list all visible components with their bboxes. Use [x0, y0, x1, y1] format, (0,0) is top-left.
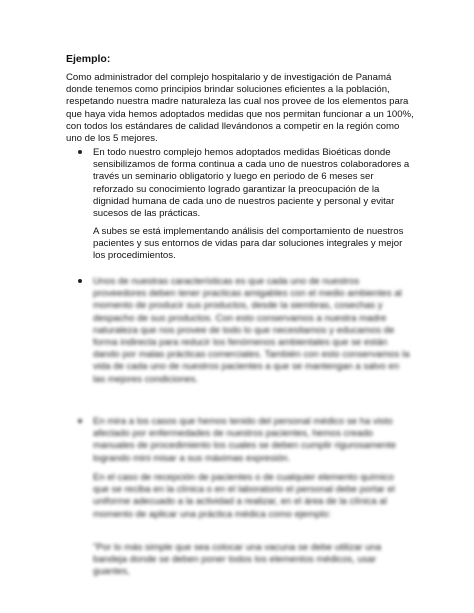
section-heading: Ejemplo:: [66, 53, 111, 65]
list-item-paragraph: A subes se está implementando análisis del comportamiento de nuestros pacientes y sus entornos de vidas para dar soluciones integrales y mejor los procedimientos.: [93, 226, 404, 262]
bullet-icon: [78, 150, 82, 154]
list-item-paragraph: En mira a los casos que hemos tenido del personal médico se ha visto afectado por enfermedades de nuestros pacientes, hemos creado manuales de procedimiento los cuales se deben cumplir rigurosamente logrando mini misar a sus máximas expresión.: [93, 416, 396, 464]
list-item-paragraph: Unos de nuestras características es que cada uno de nuestros proveedores deben tener practicas amigables con el medio ambientes al momento de producir sus productos, desde la siembras, cosechas y despacho de sus productos. Con esto conservamos a nuestra madre naturaleza que nos provee de todo lo que necesitamos y educamos de forma indirecta para reducir los fenómenos ambientales que se están dando por malas prácticas comerciales. También con esto conservamos la vida de cada uno de nuestros pacientes a que se mantengan a salvo en las mejores condiciones.: [93, 276, 410, 385]
bullet-icon: [78, 419, 82, 423]
bullet-icon: [78, 279, 82, 283]
intro-paragraph: Como administrador del complejo hospitalario y de investigación de Panamá donde tenemos como principios brindar soluciones eficientes a la población, respetando nuestra madre naturaleza las cual nos provee de los elementos para que haya vida hemos adoptados medidas que nos permitan funcionar a un 100%, con todos los estándares de calidad llevándonos a competir en la región como uno de los 5 mejores.: [66, 72, 414, 145]
list-item-paragraph: En el caso de recepción de pacientes o de cualquier elemento químico que se reciba en la clínica o en el laboratorio el personal debe portar el uniforme adecuado a la actividad a realizar, en el área de la clínica al momento de aplicar una práctica médica como ejemplo:: [93, 472, 395, 520]
list-item-paragraph: En todo nuestro complejo hemos adoptados medidas Bioéticas donde sensibilizamos de forma continua a cada uno de nuestros colaboradores a través un seminario obligatorio y luego en periodo de 6 meses ser reforzado su conocimiento logrado garantizar la preocupación de la dignidad humana de cada uno de nuestros paciente y personal y evitar sucesos de las prácticas.: [93, 147, 410, 220]
list-item-paragraph: "Por lo más simple que sea colocar una vacuna se debe utilizar una bandeja donde se deben poner todos los elementos médicos, usar guantes,: [93, 542, 382, 578]
